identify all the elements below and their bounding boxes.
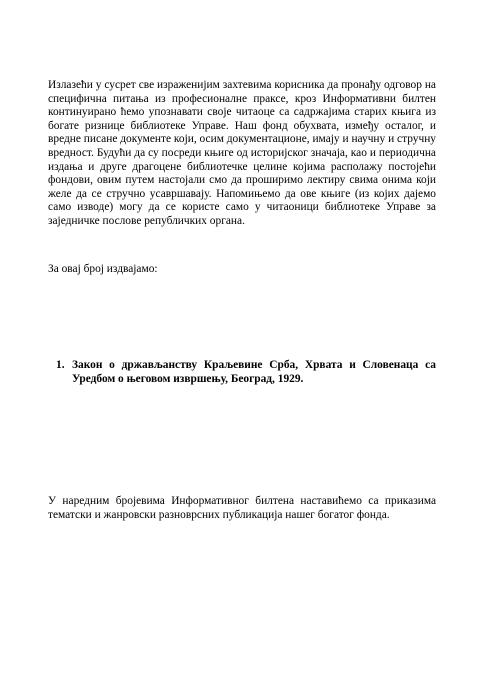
featured-item-title: Закон о држављанству Краљевине Срба, Хрвата и Словенаца са Уредбом о његовом извршењу, Београд, 1929. xyxy=(72,359,436,385)
featured-item-number: 1. xyxy=(56,359,65,371)
intro-paragraph: Излазећи у сусрет све израженијим захтевима корисника да пронађу одговор на специфична питања из професионалне праксе, кроз Информативни билтен континуирано ћемо упознавати своје читаоце са садржајима старих књига из богате ризнице библиотеке Управе. Наш фонд обухвата, између осталог, и вредне писане документе који, осим документационе, имају и научну и стручну вредност. Будући да су посреди књиге од историјског значаја, као и периодична издања и друге драгоцене библиотечке целине којима располажу постојећи фондови, овим путем настојали смо да проширимо лектиру свима онима који желе да се стручно усавршавају. Напомињемо да ове књиге (из којих дајемо само изводе) могу да се користе само у читаоници библиотеке Управе за заједничке послове републичких органа. xyxy=(48,79,436,227)
featured-list xyxy=(56,358,436,386)
featured-item xyxy=(56,358,436,386)
lead-text: За овај број издвајамо: xyxy=(48,263,158,275)
closing-paragraph: У наредним бројевима Информативног билтена наставићемо са приказима тематски и жанровски разноврсних публикација нашег богатог фонда. xyxy=(48,495,436,521)
